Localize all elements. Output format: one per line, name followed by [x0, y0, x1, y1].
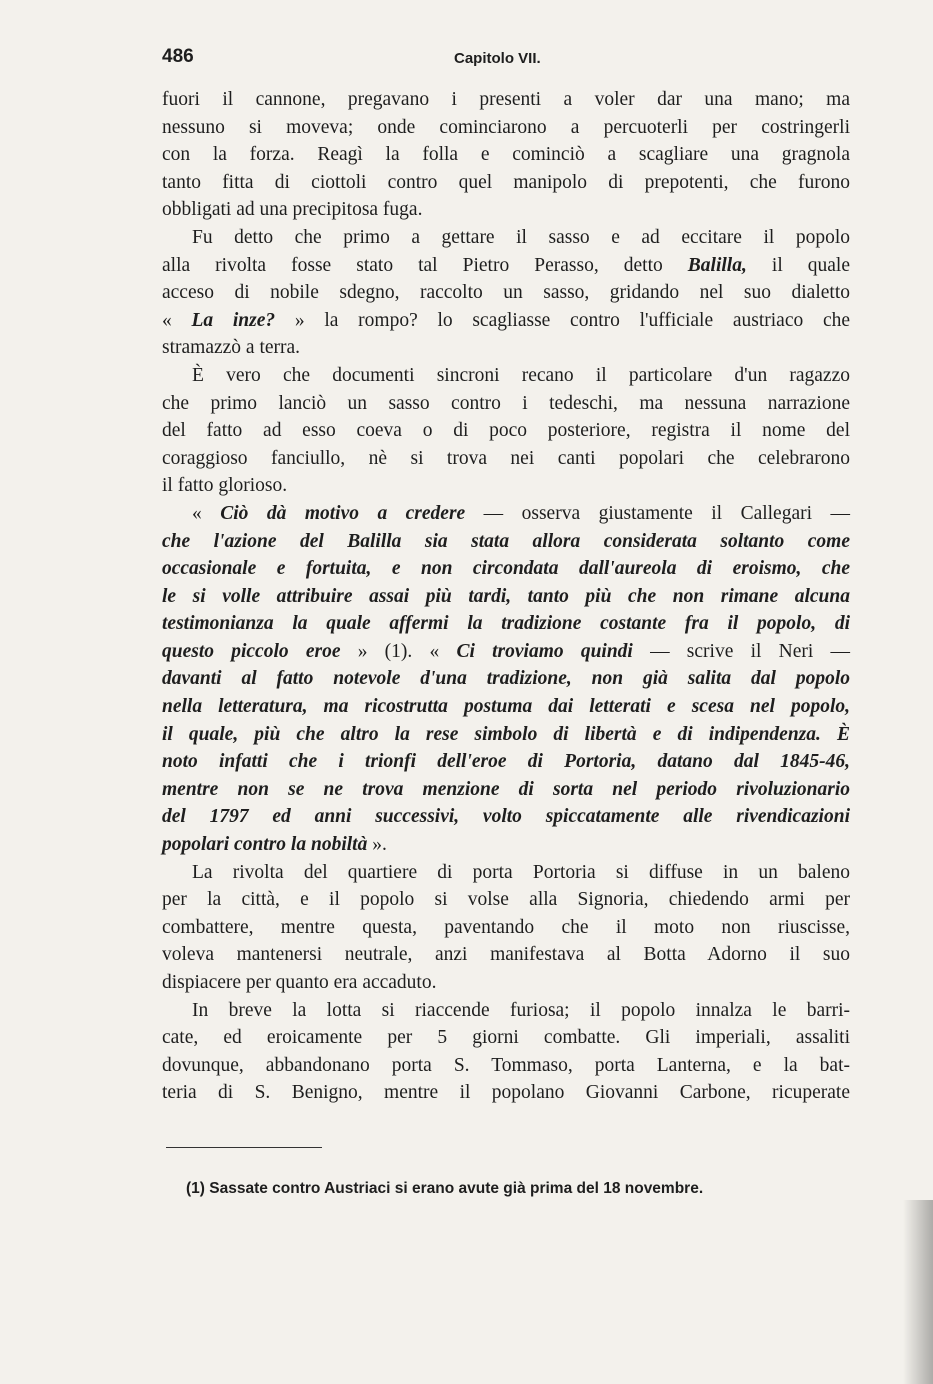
text-line: La rivolta del quartiere di porta Portoria si diffuse in un baleno [192, 861, 850, 883]
footnote: (1) Sassate contro Austriaci si erano avute già prima del 18 novembre. [186, 1180, 704, 1197]
quote-line: davanti al fatto notevole d'una tradizione, non già salita dal popolo [162, 668, 850, 690]
text-line: nessuno si moveva; onde cominciarono a percuoterli per costringerli [162, 116, 850, 138]
body-text [162, 86, 850, 1107]
quote-line: che l'azione del Balilla sia stata allora considerata soltanto come [162, 530, 850, 552]
page-header [162, 46, 852, 74]
text-line: per la città, e il popolo si volse alla Signoria, chiedendo armi per [162, 889, 850, 911]
text-line: stramazzò a terra. [162, 337, 301, 359]
text-line: del fatto ad esso coeva o di poco posteriore, registra il nome del [162, 420, 850, 442]
text-line: fuori il cannone, pregavano i presenti a voler dar una mano; ma [162, 89, 850, 110]
text-line: È vero che documenti sincroni recano il particolare d'un ragazzo [192, 364, 850, 386]
text-line: combattere, mentre questa, paventando che il moto non riuscisse, [162, 916, 850, 938]
quote-line: le si volle attribuire assai più tardi, tanto più che non rimane alcuna [162, 585, 850, 607]
quote-line: occasionale e fortuita, e non circondata dall'aureola di eroismo, che [162, 558, 850, 580]
quote-line: mentre non se ne trova menzione di sorta nel periodo rivoluzionario [162, 778, 850, 800]
text-line: dispiacere per quanto era accaduto. [162, 972, 437, 993]
text-line: obbligati ad una precipitosa fuga. [162, 199, 423, 221]
text-line: voleva mantenersi neutrale, anzi manifestava al Botta Adorno il suo [162, 944, 850, 966]
quote-line: noto infatti che i trionfi dell'eroe di Portoria, datano dal 1845-46, [162, 751, 850, 773]
text-line: alla rivolta fosse stato tal Pietro Perasso, detto Balilla, il quale [162, 254, 851, 276]
text-line: In breve la lotta si riaccende furiosa; il popolo innalza le barri- [192, 999, 850, 1021]
page-edge-shadow [903, 1200, 933, 1384]
quote-line: nella letteratura, ma ricostrutta postuma dai letterati e scesa nel popolo, [162, 696, 850, 718]
text-line: Fu detto che primo a gettare il sasso e ad eccitare il popolo [192, 226, 850, 248]
text-line: popolari contro la nobiltà ». [162, 834, 387, 856]
text-line: « La inze? » la rompo? lo scagliasse contro l'ufficiale austriaco che [162, 309, 851, 331]
text-line: cate, ed eroicamente per 5 giorni combatte. Gli imperiali, assaliti [162, 1027, 850, 1049]
text-line: con la forza. Reagì la folla e cominciò a scagliare una gragnola [162, 144, 850, 166]
text-line: coraggioso fanciullo, nè si trova nei canti popolari che celebrarono [162, 447, 850, 469]
text-line: questo piccolo eroe » (1). « Ci troviamo quindi — scrive il Neri — [162, 640, 850, 662]
italic-quote: La inze? [191, 309, 276, 331]
text-line: tanto fitta di ciottoli contro quel manipolo di prepotenti, che furono [162, 171, 850, 193]
footnote-rule [166, 1147, 322, 1148]
text-line: acceso di nobile sdegno, raccolto un sasso, gridando nel suo dialetto [162, 282, 850, 304]
running-head: Capitolo VII. [454, 50, 541, 67]
text-line: dovunque, abbandonano porta S. Tommaso, porta Lanterna, e la bat- [162, 1054, 850, 1076]
text-line: che primo lanciò un sasso contro i tedeschi, ma nessuna narrazione [162, 392, 850, 414]
page-number: 486 [162, 46, 194, 67]
italic-name: Balilla, [687, 254, 747, 276]
quote-line: del 1797 ed anni successivi, volto spiccatamente alle rivendicazioni [162, 806, 850, 828]
text-line: il fatto glorioso. [162, 475, 288, 497]
quote-line: il quale, più che altro la rese simbolo di libertà e di indipendenza. È [162, 723, 850, 745]
text-line: teria di S. Benigno, mentre il popolano Giovanni Carbone, ricuperate [162, 1082, 850, 1104]
quote-line: testimonianza la quale affermi la tradizione costante fra il popolo, di [162, 613, 850, 635]
text-line: « Ciò dà motivo a credere — osserva giustamente il Callegari — [192, 502, 850, 524]
